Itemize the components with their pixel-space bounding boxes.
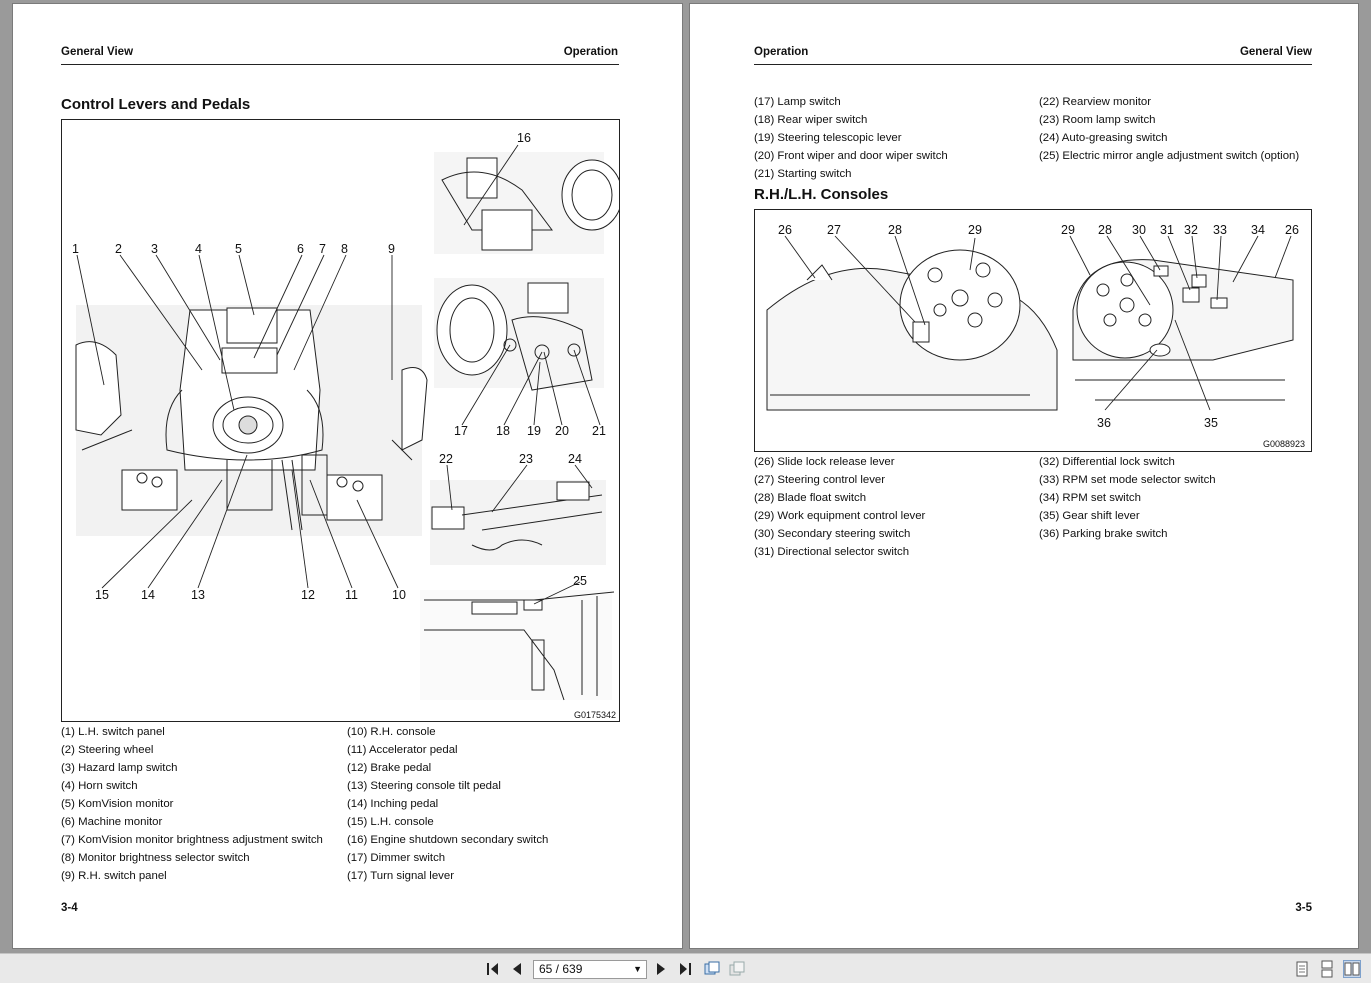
legend-item: (17) Turn signal lever <box>347 870 454 882</box>
continuous-view-icon[interactable] <box>1318 960 1336 978</box>
callout-2: 2 <box>115 242 122 256</box>
legend-item: (31) Directional selector switch <box>754 546 910 558</box>
legend-item: (18) Rear wiper switch <box>754 114 868 126</box>
legend-item: (29) Work equipment control lever <box>754 510 926 522</box>
callout-34: 34 <box>1251 223 1265 237</box>
callout-21: 21 <box>592 424 606 438</box>
page-number: 3-5 <box>1295 902 1312 914</box>
callout-5: 5 <box>235 242 242 256</box>
section-title: R.H./L.H. Consoles <box>754 186 889 203</box>
legend-item: (20) Front wiper and door wiper switch <box>754 150 948 162</box>
legend-item: (34) RPM set switch <box>1039 492 1141 504</box>
callout-9: 9 <box>388 242 395 256</box>
legend-item: (21) Starting switch <box>754 168 852 180</box>
callout-36: 36 <box>1097 416 1111 430</box>
callout-8: 8 <box>341 242 348 256</box>
legend-item: (15) L.H. console <box>347 816 434 828</box>
legend-item: (30) Secondary steering switch <box>754 528 911 540</box>
next-page-icon[interactable] <box>652 960 670 978</box>
callout-23: 23 <box>519 452 533 466</box>
control-levers-figure <box>61 119 620 722</box>
figure-id: G0088923 <box>1263 439 1306 449</box>
first-page-icon[interactable] <box>484 960 502 978</box>
callout-31: 31 <box>1160 223 1174 237</box>
legend-col-1 <box>61 723 323 885</box>
legend-item: (13) Steering console tilt pedal <box>347 780 501 792</box>
callout-30: 30 <box>1132 223 1146 237</box>
callout-28: 28 <box>888 223 902 237</box>
page-number-select[interactable] <box>533 960 647 979</box>
legend-item: (32) Differential lock switch <box>1039 456 1175 468</box>
legend-item: (22) Rearview monitor <box>1039 96 1152 108</box>
callout-29: 29 <box>968 223 982 237</box>
header-rule <box>754 64 1312 65</box>
callout-17: 17 <box>454 424 468 438</box>
legend-col-1 <box>754 453 925 561</box>
running-header-right: General View <box>1239 46 1312 58</box>
page-number: 3-4 <box>61 902 78 914</box>
legend-item: (7) KomVision monitor brightness adjustment switch <box>61 834 323 846</box>
consoles-illustration <box>755 210 1311 451</box>
left-page <box>12 3 683 949</box>
callout-25: 25 <box>573 574 587 588</box>
legend-item: (3) Hazard lamp switch <box>61 762 178 774</box>
callout-22: 22 <box>439 452 453 466</box>
legend-item: (25) Electric mirror angle adjustment switch (option) <box>1039 150 1300 162</box>
callout-33: 33 <box>1213 223 1227 237</box>
callout-32: 32 <box>1184 223 1198 237</box>
continued-legend-col-2 <box>1039 93 1299 165</box>
legend-item: (28) Blade float switch <box>754 492 867 504</box>
legend-item: (6) Machine monitor <box>61 816 163 828</box>
page-indicator: 65 / 639 <box>539 962 583 976</box>
callout-26b: 26 <box>1285 223 1299 237</box>
legend-item: (5) KomVision monitor <box>61 798 174 810</box>
legend-item: (10) R.H. console <box>347 726 436 738</box>
callout-16: 16 <box>517 131 531 145</box>
callout-28b: 28 <box>1098 223 1112 237</box>
legend-item: (16) Engine shutdown secondary switch <box>347 834 549 846</box>
right-page <box>689 3 1359 949</box>
callout-26: 26 <box>778 223 792 237</box>
legend-item: (17) Lamp switch <box>754 96 841 108</box>
callout-7: 7 <box>319 242 326 256</box>
callout-14: 14 <box>141 588 155 602</box>
running-header-left: General View <box>61 46 134 58</box>
fit-width-icon[interactable] <box>728 960 746 978</box>
running-header-right: Operation <box>563 46 618 58</box>
callout-24: 24 <box>568 452 582 466</box>
continued-legend-col-1 <box>754 93 948 183</box>
legend-item: (11) Accelerator pedal <box>347 744 458 756</box>
callout-13: 13 <box>191 588 205 602</box>
last-page-icon[interactable] <box>676 960 694 978</box>
cab-illustration <box>62 120 619 721</box>
legend-item: (9) R.H. switch panel <box>61 870 167 882</box>
legend-item: (36) Parking brake switch <box>1039 528 1168 540</box>
legend-item: (33) RPM set mode selector switch <box>1039 474 1216 486</box>
section-title: Control Levers and Pedals <box>61 96 251 113</box>
legend-item: (35) Gear shift lever <box>1039 510 1140 522</box>
callout-3: 3 <box>151 242 158 256</box>
callout-12: 12 <box>301 588 315 602</box>
legend-item: (14) Inching pedal <box>347 798 439 810</box>
legend-item: (23) Room lamp switch <box>1039 114 1156 126</box>
callout-6: 6 <box>297 242 304 256</box>
legend-item: (8) Monitor brightness selector switch <box>61 852 250 864</box>
legend-item: (24) Auto-greasing switch <box>1039 132 1168 144</box>
legend-col-2 <box>347 723 548 885</box>
chevron-down-icon: ▼ <box>633 964 642 974</box>
facing-view-icon[interactable] <box>1343 960 1361 978</box>
legend-item: (26) Slide lock release lever <box>754 456 895 468</box>
callout-11: 11 <box>345 588 358 602</box>
legend-item: (2) Steering wheel <box>61 744 154 756</box>
prev-page-icon[interactable] <box>508 960 526 978</box>
callout-35: 35 <box>1204 416 1218 430</box>
legend-item: (1) L.H. switch panel <box>61 726 165 738</box>
legend-item: (12) Brake pedal <box>347 762 432 774</box>
consoles-figure <box>754 209 1312 452</box>
legend-item: (27) Steering control lever <box>754 474 886 486</box>
callout-29b: 29 <box>1061 223 1075 237</box>
callout-19: 19 <box>527 424 541 438</box>
callout-27: 27 <box>827 223 841 237</box>
fit-page-icon[interactable] <box>703 960 721 978</box>
running-header-left: Operation <box>754 46 809 58</box>
callout-4: 4 <box>195 242 202 256</box>
header-rule <box>61 64 619 65</box>
callout-10: 10 <box>392 588 406 602</box>
legend-item: (19) Steering telescopic lever <box>754 132 902 144</box>
callout-1: 1 <box>72 242 79 256</box>
figure-id: G0175342 <box>574 710 617 720</box>
legend-item: (4) Horn switch <box>61 780 138 792</box>
legend-col-2 <box>1039 453 1216 543</box>
single-page-view-icon[interactable] <box>1293 960 1311 978</box>
legend-item: (17) Dimmer switch <box>347 852 446 864</box>
viewer-toolbar <box>0 953 1371 983</box>
callout-18: 18 <box>496 424 510 438</box>
callout-15: 15 <box>95 588 109 602</box>
callout-20: 20 <box>555 424 569 438</box>
